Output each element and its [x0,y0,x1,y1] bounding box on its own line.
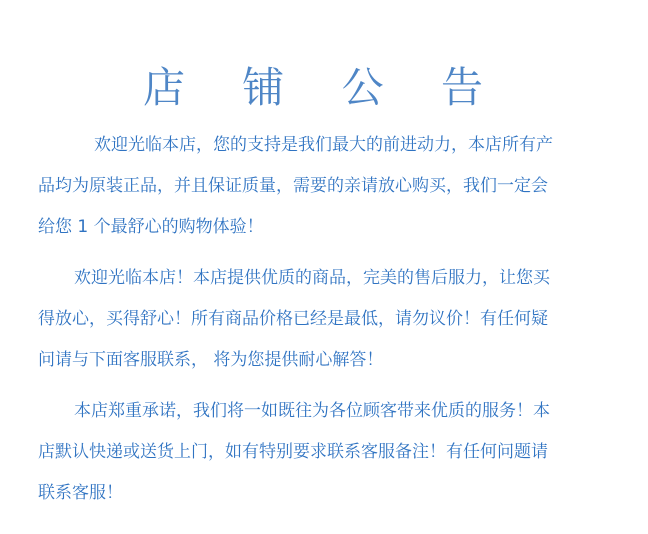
paragraph-1-line-1: 欢迎光临本店，您的支持是我们最大的前进动力，本店所有产 [94,135,553,155]
paragraph-1-line-3: 给您 1 个最舒心的购物体验！ [38,217,264,237]
notice-paragraph-3 [38,391,598,514]
notice-paragraph-2 [38,258,598,381]
paragraph-2-line-1: 欢迎光临本店！本店提供优质的商品，完美的售后服力，让您买 [74,268,550,288]
paragraph-3-line-1: 本店郑重承诺，我们将一如既往为各位顾客带来优质的服务！本 [74,401,550,421]
notice-paragraph-1 [38,125,598,248]
paragraph-2-line-2: 得放心，买得舒心！所有商品价格已经是最低，请勿议价！有任何疑 [38,309,548,329]
paragraph-1-line-2: 品均为原装正品，并且保证质量，需要的亲请放心购买，我们一定会 [38,176,548,196]
paragraph-3-line-3: 联系客服！ [38,483,123,503]
paragraph-3-line-2: 店默认快递或送货上门，如有特别要求联系客服备注！有任何问题请 [38,442,548,462]
paragraph-2-line-3: 问请与下面客服联系， 将为您提供耐心解答！ [38,350,384,370]
notice-body [38,125,598,514]
notice-title: 店 铺 公 告 [142,63,506,113]
